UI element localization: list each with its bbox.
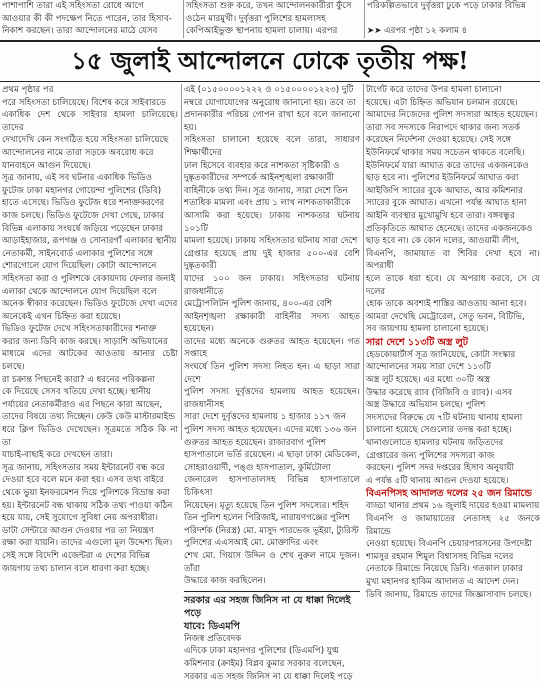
text-line: জেনারেল হাসপাতালসহ বিভিন্ন হাসপাতালে চিকিৎসা [184,475,360,498]
text-line: শতাধিক মামলা এবং প্রায় ১ লাখ নাশকতাকারীকে [184,198,351,209]
text-line: নিজস্ব প্রতিবেদক [184,633,242,644]
text-line: হেডকোয়ার্টার্স সূত্র জানিয়েছে, কোটা সংস্কার [366,349,516,360]
text-line: অস্ত্র লুট হয়েছে। এর মধ্যে ৩০টি অস্ত্র [366,375,491,386]
text-line: তাদের মধ্যে অনেকে গুরুতর আহত হয়েছেন। গত সপ্তাহে [184,336,360,360]
text-line: হাসপাতালে ভর্তি রয়েছেন। এ ছাড়া ঢাকা মেডিকেল, [184,450,360,461]
text-line: সারা দেশে দুর্বৃত্তদের হামলায় ১ হাজার ১১৭ জন [184,412,346,423]
text-line: সোহরাওয়ার্দী, পঙ্গু হাসপাতাল, কুর্মিটোলা [184,462,331,473]
column-3-text-3 [366,500,540,601]
text-line: সূত্র জানায়, সহিংসতার সময় ইন্টারনেট বন্ধ করে [2,462,165,473]
text-line: সদস্যদের বিরুদ্ধে যে ৭টি ঘটনায় থানায় হামলা [366,412,523,423]
text-line: থানাগুলোতে হামলার ঘটনায় জড়িতদের [366,438,504,449]
text-line: এ পর্যন্ত ৫টি থানায় আগুন দেওয়া হয়েছে। [366,475,509,486]
text-line: পরে সহিংসতা চালিয়েছে। বিশেষ করে সাইবারডে [2,97,167,108]
text-line: দুষ্কৃতকারীদের সম্পর্কে আইনশৃঙ্খলা রক্ষাকারী [184,173,334,184]
top-right-column [367,0,540,38]
text-line: আমাদের নিজেদের পুলিশ সদস্যরা আহত হয়েছেন। [366,110,538,121]
text-line: আন্দোলনের সময় সারা দেশে ১১৩টি [366,362,491,373]
text-line: রা চক্রান্ত পিছনেই কারা? এ ধরনের পরিকল্পনা [2,374,155,385]
text-line: চালানো হয়েছে সেগুলোর তদন্ত করা হচ্ছে। [366,425,512,436]
text-line: নিয়েছেন। মৃত্যু হয়েছে তিন পুলিশ সদস্যের। শহিদ [184,500,349,511]
text-line: উদ্ধার করেছে র‍্যাব (বিজিবি ও র‍্যাব)। এসব [366,387,513,398]
text-line: সহিংসতা শুরু করে, তখন আন্দোলনকারীরা ফুঁসে [186,1,352,11]
text-line: নিকাশ করছেন। তারা আন্দোলনের মাঠে যেসব [2,26,158,37]
text-line: নেতাকর্মী, সাইনবোর্ড এলাকার পুলিশের সঙ্গে [2,248,153,259]
text-line: যানবাহনে আগুন দিয়েছে। [2,160,91,171]
sidebar-headline: সরকার এর সহজ জিনিস না যে ধাক্কা দিলেই পড়ে [184,594,351,619]
text-line: শামসুর রহমান শিমুল বিশ্বাসসহ বিভিন্ন দলের [366,551,514,562]
text-line: রক্ষা করা যায়নি। তাদের এগুলো মূল উদ্দেশ্য ছিল। [2,538,173,549]
text-line: আসামি করা হয়েছে। ঢাকায় নাশকতার ঘটনায় ১০১টি [184,210,360,234]
text-line: ধরে ক্লিপ ভিডিও দেখেছেন। সূত্রমতে সঠিক কি না তা [2,425,178,448]
column-divider [363,84,364,440]
text-line: সংঘর্ষে তিন পুলিশ সদস্য নিহত হন। এ ছাড়া সারা দেশে [184,362,360,385]
text-line: গুরুতর আহত হয়েছেন। রাজারবাগ পুলিশ [184,437,327,448]
text-line: হাতে এসেছে। ভিডিও ফুটেজ ধরে শনাক্তকরণের [2,198,165,209]
text-line: এই (০১৫০০০০১২২২ ও ০১৫০০০০১২২৩) দুটি [184,85,354,95]
article-column-1 [2,84,178,574]
text-line: বিভিন্ন এলাকায় সংঘর্ষে জড়িয়ে পড়েছেন ঢাকার [2,223,164,234]
text-line: ইউনিফর্মে থাকার সময় সচেতন থাকতে বলেছি। [366,147,525,158]
text-line: স্যারের বুকে আঘাত। এখনো পর্যন্ত আঘাত হানা [366,198,527,209]
text-line: কাজ চলছে। ভিডিও ফুটেজে দেখা গেছে, ঢাকার [2,210,165,221]
text-line: একাধিক দেশ থেকে সাইবার হামলা চালিয়েছে। তাদের [2,110,178,133]
text-line: এদিকে ঢাকা মহানগর পুলিশের (ডিএমপি) যুগ্ম [184,646,339,657]
top-right-text [367,0,540,38]
text-line: হয়ে যায়, সেই সুযোগে সুবিধা নেয় অপরাধীরা। [2,513,158,524]
text-line: পরিদর্শক (নিরস্ত্র) মো. মাসুদ পারভেজ ভূইয়া, ট্যুরিস্ট [184,525,359,536]
sidebar-text [184,633,360,683]
text-line: আন্দোলনের নামে তারা সড়কে অবরোধ করে [2,147,154,158]
text-line: করার জন্য ডিবি কাজ করছে। সাড়াশি অভিযানের [2,336,168,347]
text-line: পর্যায়ের নেতাকর্মীরাও এর পিছনে কারা আছেন, [2,399,163,410]
text-line: বিএনপি ও জামায়াতের নেতাসহ ২৫ জনকে রিমান্ডে [366,514,540,537]
text-line: শেখ মো. গিয়াস উদ্দিন ও শেখ নুরুল নামে দুজন। তাঁরা [184,550,360,574]
text-line: প্রথম পৃষ্ঠার পর [2,85,54,95]
text-line: থেকে ভুয়া ইনফরমেশন দিয়ে পুলিশকে বিভ্রান্ত করা [2,488,170,498]
text-line: প্রদানকারীর পরিচয় গোপন রাখা হবে বলে জানানো হয়। [184,110,360,133]
text-line: কে দিয়েছে সেসব খতিয়ে দেখা হচ্ছে। স্থানীয় [2,387,151,398]
column-2-text [184,84,360,588]
text-line: সরকার এত সহজ জিনিস না যে ধাক্কা দিলেই পড়ে [184,671,353,682]
text-line: নেতাকে রিমান্ডে নিয়েছে ডিবি। গতকাল ঢাকার [366,564,523,575]
text-line: প্রতিকৃতিতে আঘাত হেনেছে। তাদের একজনকেও [366,223,533,234]
text-line: দেওয়া হবে বলে মনে করা হয়। এসব তথ্য বাইরে [2,475,164,486]
column-divider [364,0,365,38]
text-line: ওঠেন মারমুখী। দুর্বৃত্তরা পুলিশের হামলাসহ [186,13,326,24]
text-line: দেখাদেখি কেন সংগঠিত হয়ে সহিংসতা চালিয়েছে [2,135,169,146]
text-line: হলে তাকে ধরা হবে। যে অপরাধ করবে, সে যে দলের [366,273,540,297]
text-line: গ্রেপ্তারের জন্য পুলিশের সদস্যরা কাজ [366,450,495,461]
text-line: ভিডিও ফুটেজ দেখে সহিংসতাকারীদের শনাক্ত [2,324,157,335]
text-line: তাদের বিষয়ে তথ্য দিচ্ছেন। কেউ কেউ মাস্টারমাইন্ড [2,412,176,423]
sidebar-story [184,591,360,683]
text-line: ইউনিফর্মে যারা আঘাত করে তাদের একজনকেও [366,160,529,171]
text-line: সহিংসতা চালানো হয়েছে বলে তারা, সাধারণ শিক্ষার্থীদের [184,135,360,158]
top-left-text [2,0,180,38]
text-line: বিএনপি, জামায়াত বা শিবির দেখা হবে না। অপরাধী [366,248,540,272]
text-line: হয়। ইন্টারনেট বন্ধ থাকায় সঠিক তথ্য পাওয়া কঠিন [2,500,173,511]
column-divider [183,0,184,38]
text-line: টার্গেট করে তাদের উপর হামলা চালানো [366,85,502,95]
top-left-column [2,0,180,38]
text-line: আইনশৃঙ্খলা রক্ষাকারী বাহিনীর সদস্য আহত হয়েছেন। [184,311,360,335]
text-line: সব জায়গায় হামলা চালানো হয়েছে। [366,324,489,335]
top-middle-text [186,0,361,38]
text-line: আইজিপি স্যারের বুকে আঘাত, আর কমিশনার [366,185,523,196]
text-line: কমিশনার (ক্রাইম) বিপ্লব কুমার সরকার বলেছেন, [184,658,345,669]
text-line: করেছেন নির্দেশনা দেওয়া হয়েছে। সেই সঙ্গে [366,135,512,146]
text-line: আওয়ার কী কী পদক্ষেপ নিতে পারেন, তার হিসাব- [2,13,172,24]
text-line: বাহিনীকে তথ্য দিন। সূত্র জানায়, সারা দেশে তিন [184,185,348,196]
text-line: এলাকা থেকে আন্দোলনে যোগ দিয়েছিল বলে [2,286,157,297]
text-line: হোক তাকে অবশ্যই শাস্তির আওতায় আনা হবে। [366,299,527,310]
text-line: পুলিশ সদস্য আহত হয়েছেন। এদের মধ্যে ১৩৬ জন [184,425,357,436]
text-line: সহিংসতা করা ও পুলিশকে বেকায়দায় ফেলার জন্যই [2,273,176,284]
text-line: ➤➤ এরপর পৃষ্ঠা ১২ কলাম ৪ [367,26,468,37]
text-line: নম্বরে যোগাযোগের অনুরোধ জানানো হয়। তবে তা [184,97,356,108]
subhead-remand: বিএনপিসহ আদালত দলের ২৫ জন রিমান্ডে [366,488,532,500]
text-line: ফুটেজ ঢাকা মহানগর গোয়েন্দা পুলিশের (ডিবি) [2,185,162,196]
text-line: যাদের ১০০ জন ঢাকায়। সহিংসতার ঘটনায় রাজধানীতে [184,273,360,297]
text-line: মাধ্যমে এদের আটকের আওতায় আনার চেষ্টা চলছে। [2,349,178,373]
text-line: ছাড় হবে না। কে কোন দলের, আওয়ামী লীগ, [366,236,520,247]
text-line: কেপিআইভুক্ত স্থাপনায় হামলা চালায়। এরপর [186,26,338,37]
text-line: হয়েছে। এটা চিহ্নিত অভিযান চলমান রয়েছে। [366,97,518,108]
article-headline: ১৫ জুলাই আন্দোলনে ঢোকে তৃতীয় পক্ষ! [71,46,469,75]
text-line: পুলিশ সদস্য দুর্বৃত্তদের হামলায় আহত হয়েছেন। রাজধানীসহ [184,387,360,410]
column-3-text-2 [366,349,540,488]
text-line: জায়গায় তথ্য চালান বলে ধারণা করা হচ্ছে। [2,563,150,574]
text-line: যাচাই-বাছাই করে দেখছেন তারা। [2,450,113,461]
sidebar-headline-source: যাবে: ডিএমপি [184,620,240,632]
text-line: পুলিশের এএসআই মো. মোক্তাদির এবং [184,538,318,549]
text-line [367,13,540,26]
text-line: নেওয়া হয়েছে। বিএনপি চেয়ারপারসনের উপদেষ্টা [366,539,532,550]
text-line: শোরগোলে যোগ দিয়েছিল। কোটা আন্দোলনে [2,261,157,272]
text-line: তারা সব সদস্যকে নিরাপদে থাকার জন্য সতর্ক [366,122,521,133]
text-line: করছেন। পুলিশ সদর দপ্তরের হিসাব অনুযায়ী [366,463,514,474]
text-line: মামলা হয়েছে। ঢাকায় সহিংসতার ঘটনায় সারা দেশে [184,236,358,247]
text-line: অস্ত্র উদ্ধারে অভিযান চলছে। পুলিশ [366,400,486,411]
column-divider [181,84,182,440]
column-1-text [2,84,178,575]
text-line: সূত্র জানায়, এই সব ঘটনার একাধিক ভিডিও [2,173,153,184]
text-line: উদ্ধারে কাজ করছিলেন। [184,576,266,587]
article-column-3 [366,84,540,600]
column-3-text [366,84,540,336]
text-line: সেই সঙ্গে বিদেশি এজেন্টরা এ দেশের বিভিন্ন [2,550,151,561]
text-line: ছাড় হবে না। পুলিশের ইউনিফর্মে আঘাত করা [366,173,519,184]
subhead-weapons: সারা দেশে ১১৩টি অস্ত্র লুট [366,336,468,348]
text-line: মুখ্য মহানগর হাকিম আদালত এ আদেশ দেন। [366,576,519,587]
text-line: আড়াইহাজার, রূপগঞ্জ ও সোনারগাঁ এলাকার স্থানীয় [2,236,177,247]
text-line: আইনি ব্যবস্থার মুখোমুখি হবে তারা। বঙ্গবন্ধুর [366,210,515,221]
text-line: অনেক স্বীকার করেছেন। ভিডিও ফুটেজে দেখা এদের [2,299,178,310]
headline-bottom-rule [0,81,540,82]
text-line: বাড্ডা থানার প্রথম ১৬ জুলাই দায়ের হওয়া মামলায় [366,501,540,512]
text-line: ঢাল হিসেবে ব্যবহার করে নাশকতা সৃষ্টিকারী ও [184,160,340,171]
text-line: গ্রেপ্তার হয়েছে প্রায় দুই হাজার ৫০০-এর বেশি দুষ্কৃতকারী [184,248,360,272]
top-middle-column [186,0,361,38]
text-line: আমরা দেখেছি মেট্রোরেল, সেতু ভবন, বিটিভি, [366,311,525,322]
article-column-2 [184,84,360,682]
text-line: ডিবি জানায়, রিমান্ডে তাদের জিজ্ঞাসাবাদ চলছে। [366,589,532,600]
text-line: তিন পুলিশ হলেন পিরিজাই, নারায়ণগঞ্জের পুলিশ [184,513,350,524]
text-line: ডাটা সেন্টারে আগুন দেওয়ার পর তা নিয়ন্ত্রণ [2,525,154,536]
text-line: মেট্রোপলিটন পুলিশ জানায়, ৪০০-এর বেশি [184,299,333,310]
text-line: অনেকেই এখন চিহ্নিত করা হয়েছে। [2,311,121,322]
text-line: পরিকল্পিতভাবে দুর্বৃত্তরা ঢুকে পড়ে ঢাকার বিভিন্ন [367,1,526,11]
text-line: পাশাপাশি তারা এই সহিংসতা রোধে আগে [2,1,144,11]
